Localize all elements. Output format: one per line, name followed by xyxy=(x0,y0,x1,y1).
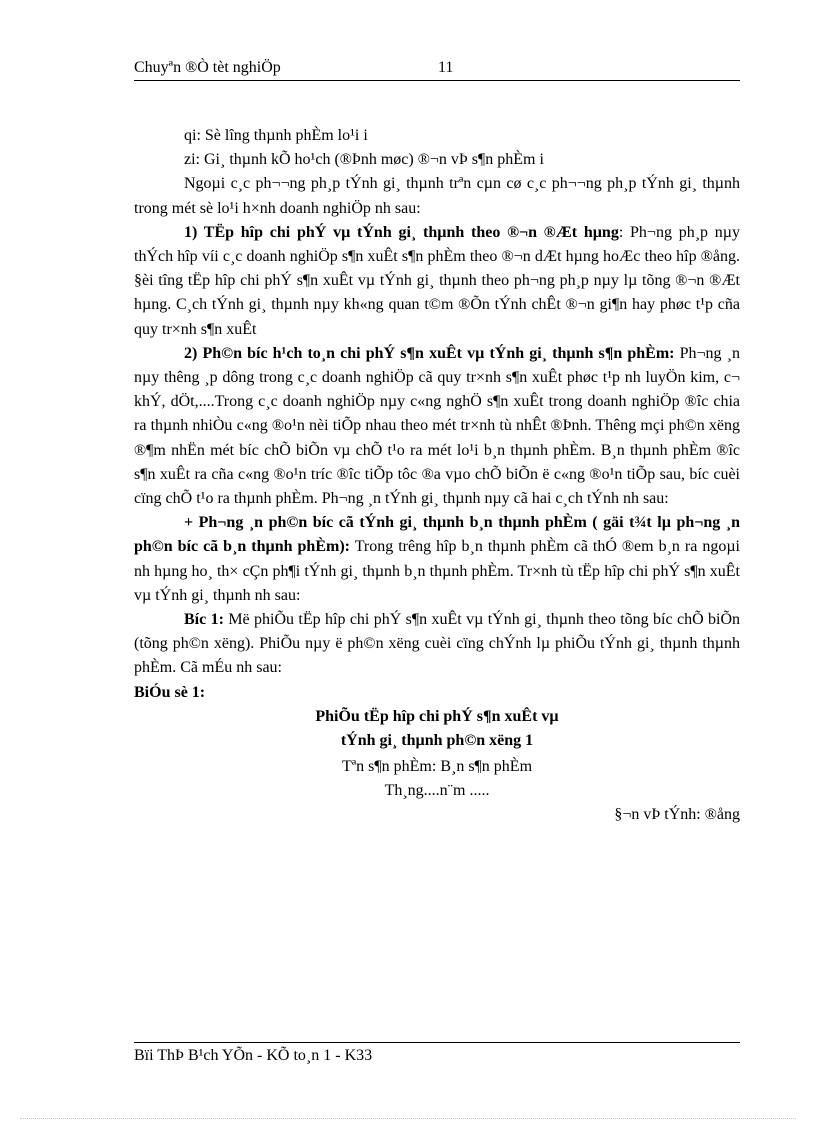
step-1-text: Më phiÕu tËp hîp chi phÝ s¶n xuÊt vµ tÝnh gi¸ thµnh theo tõng bíc chÕ biÕn (tõng ph©n xëng). PhiÕu nµy ë ph©n xëng cuèi cïng chÝnh lµ phiÕu tÝnh gi¸ thµnh thµnh phÈm. Cã mÉu nh sau: xyxy=(134,611,741,677)
section-3-paragraph xyxy=(134,511,740,608)
table-title-line-2: tÝnh gi¸ thµnh ph©n xëng 1 xyxy=(340,731,534,749)
section-2-paragraph xyxy=(134,342,740,511)
product-line: Tªn s¶n phÈm: B¸n s¶n phÈm xyxy=(341,757,533,775)
intro-paragraph: Ngoµi c¸c ph¬¬ng ph¸p tÝnh gi¸ thµnh trªn cµn cø c¸c ph¬¬ng ph¸p tÝnh gi¸ thµnh trong mét sè lo¹i h×nh doanh nghiÖp nh sau: xyxy=(134,175,740,217)
step-1-paragraph xyxy=(134,608,740,681)
page-number: 11 xyxy=(438,59,454,76)
page-header xyxy=(134,58,740,81)
unit-line: §¬n vÞ tÝnh: ®ång xyxy=(614,806,740,824)
definition-q: qi: Sè lîng thµnh phÈm lo¹i i xyxy=(184,127,368,144)
table-title-line-1: PhiÕu tËp hîp chi phÝ s¶n xuÊt vµ xyxy=(315,707,559,725)
document-body xyxy=(134,124,740,827)
table-label-line xyxy=(134,681,740,705)
section-3-text: Trong trêng hîp b¸n thµnh phÈm cã thÓ ®em b¸n ra ngoµi nh hµng ho¸ th× cÇn ph¶i tÝnh gi¸ thµnh b¸n thµnh phÈm. Tr×nh tù tËp hîp chi phÝ s¶n xuÊt vµ tÝnh gi¸ thµnh nh sau: xyxy=(134,538,741,604)
section-1-text: : Ph¬ng ph¸p nµy thÝch hîp víi c¸c doanh nghiÖp s¶n xuÊt s¶n phÈm theo ®¬n dÆt hµng hoÆc theo hîp ®ång. §èi tîng tËp hîp chi phÝ s¶n xuÊt vµ tÝnh gi¸ thµnh theo ph¬ng ph¸p nµy lµ tõng ®¬n ®Æt hµng. C¸ch tÝnh gi¸ thµnh nµy kh«ng quan t©m ®Õn tÝnh chÊt ®¬n gi¶n hay phøc t¹p cña quy tr×nh s¶n xuÊt xyxy=(134,223,740,338)
table-label: BiÓu sè 1: xyxy=(134,683,206,701)
section-1-paragraph xyxy=(134,221,740,342)
page-footer xyxy=(134,1042,740,1065)
footer-author: Bïi ThÞ B¹ch YÕn - KÕ to¸n 1 - K33 xyxy=(134,1047,373,1064)
section-1-heading: 1) TËp hîp chi phÝ vµ tÝnh gi¸ thµnh theo ®¬n ®Æt hµng xyxy=(184,223,619,241)
step-1-heading: Bíc 1: xyxy=(184,611,224,629)
section-2-text: Ph¬ng ¸n nµy thêng ¸p dông trong c¸c doanh nghiÖp cã quy tr×nh s¶n xuÊt phøc t¹p nh luyÖn kim, c¬ khÝ, dÖt,....Trong c¸c doanh nghiÖp nµy c«ng nghÖ s¶n xuÊt trong doanh nghiÖp ®îc chia ra thµnh nhiÒu c«ng ®o¹n nèi tiÕp nhau theo mét tr×nh tù nhÊt ®Þnh. Thêng mçi ph©n xëng ®¶m nhËn mét bíc chÕ biÕn vµ chÕ t¹o ra mét lo¹i b¸n thµnh phÈm. B¸n thµnh phÈm ®îc s¶n xuÊt ra cña c«ng ®o¹n tríc ®îc tiÕp tôc ®a vµo chÕ biÕn ë c«ng ®o¹n tiÕp sau, bíc cuèi cïng chÕ t¹o ra thµnh phÈm. Ph¬ng ¸n tÝnh gi¸ thµnh nµy cã hai c¸ch tÝnh nh sau: xyxy=(134,344,741,508)
month-line: Th¸ng....n¨m ..... xyxy=(384,782,490,800)
section-2-heading: 2) Ph©n bíc h¹ch to¸n chi phÝ s¶n xuÊt vµ tÝnh gi¸ thµnh s¶n phÈm: xyxy=(184,344,675,362)
header-title: Chuyªn ®Ò tèt nghiÖp xyxy=(134,59,281,76)
page-edge-divider xyxy=(20,1118,796,1119)
section-3-heading: + Ph¬ng ¸n ph©n bíc cã tÝnh gi¸ thµnh b¸n thµnh phÈm ( gäi t¾t lµ ph¬ng ¸n ph©n bíc cã b¸n thµnh phÈm): xyxy=(134,514,740,556)
definition-z: zi: Gi¸ thµnh kÕ ho¹ch (®Þnh møc) ®¬n vÞ s¶n phÈm i xyxy=(184,151,544,169)
